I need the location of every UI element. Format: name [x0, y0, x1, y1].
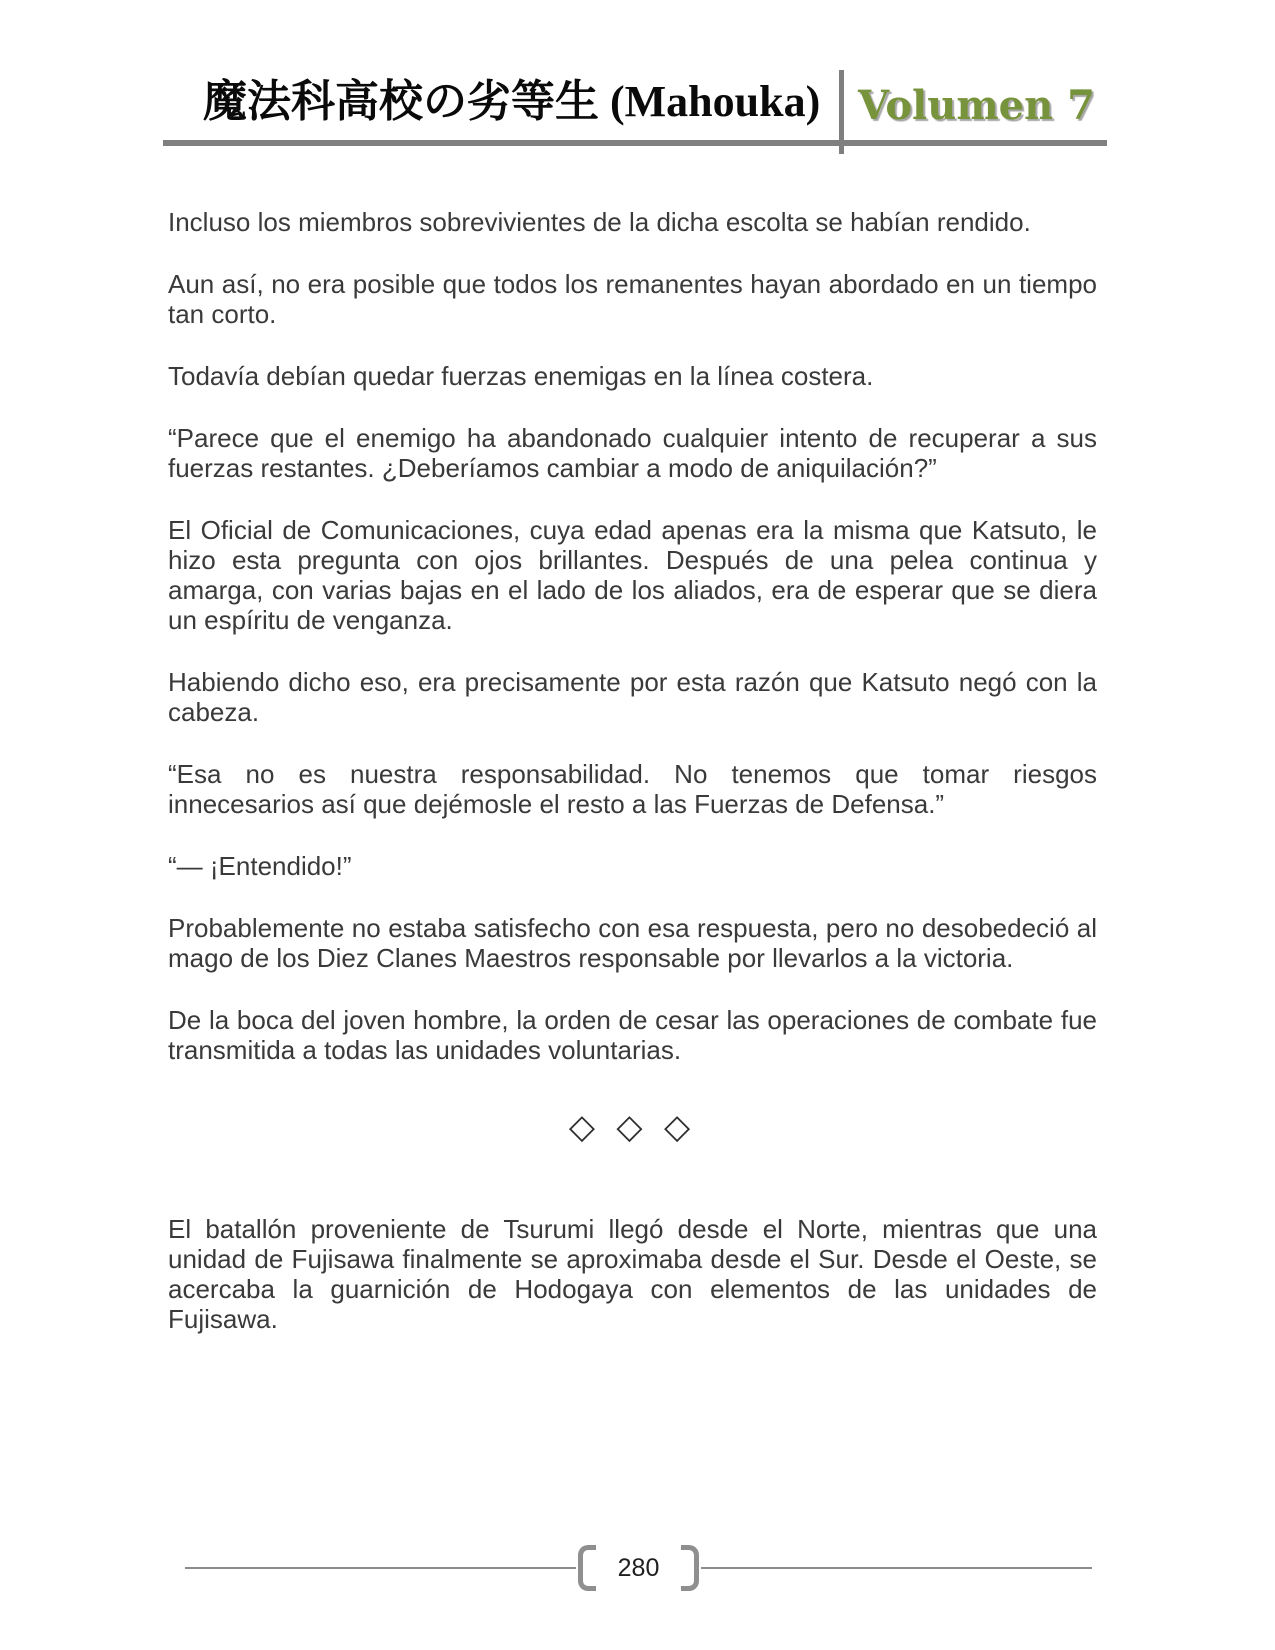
page-number: 280: [617, 1553, 660, 1582]
paragraph: Aun así, no era posible que todos los remanentes hayan abordado en un tiempo tan corto.: [168, 269, 1097, 329]
paragraph: Habiendo dicho eso, era precisamente por esta razón que Katsuto negó con la cabeza.: [168, 667, 1097, 727]
footer-rule-left: [185, 1567, 576, 1569]
page-footer: [185, 1545, 1092, 1591]
paragraph: “Esa no es nuestra responsabilidad. No tenemos que tomar riesgos innecesarios así que dejémosle el resto a las Fuerzas de Defensa.”: [168, 759, 1097, 819]
footer-bracket-left: [578, 1545, 596, 1591]
paragraph: El Oficial de Comunicaciones, cuya edad apenas era la misma que Katsuto, le hizo esta pregunta con ojos brillantes. Después de una pelea continua y amarga, con varias bajas en el lado de los aliados, era de esperar que se diera un espíritu de venganza.: [168, 515, 1097, 635]
footer-rule-right: [701, 1567, 1092, 1569]
paragraph: El batallón proveniente de Tsurumi llegó desde el Norte, mientras que una unidad de Fujisawa finalmente se aproximaba desde el Sur. Desde el Oeste, se acercaba la guarnición de Hodogaya con elementos de las unidades de Fujisawa.: [168, 1214, 1097, 1334]
body-text: [168, 207, 1097, 1366]
page-header-title: 魔法科高校の劣等生 (Mahouka): [203, 77, 821, 126]
paragraph: Incluso los miembros sobrevivientes de la dicha escolta se habían rendido.: [168, 207, 1031, 237]
paragraph: “— ¡Entendido!”: [168, 851, 352, 881]
paragraph: “Parece que el enemigo ha abandonado cualquier intento de recuperar a sus fuerzas restantes. ¿Deberíamos cambiar a modo de aniquilación?”: [168, 423, 1097, 483]
footer-bracket-right: [681, 1545, 699, 1591]
volume-label: Volumen 7: [858, 82, 1095, 129]
paragraph: De la boca del joven hombre, la orden de cesar las operaciones de combate fue transmitida a todas las unidades voluntarias.: [168, 1005, 1097, 1065]
header-rule: [163, 140, 1107, 146]
paragraph: Probablemente no estaba satisfecho con esa respuesta, pero no desobedeció al mago de los Diez Clanes Maestros responsable por llevarlos a la victoria.: [168, 913, 1097, 973]
scene-break-diamonds: ◇ ◇ ◇: [568, 1108, 697, 1146]
paragraph: Todavía debían quedar fuerzas enemigas en la línea costera.: [168, 361, 874, 391]
